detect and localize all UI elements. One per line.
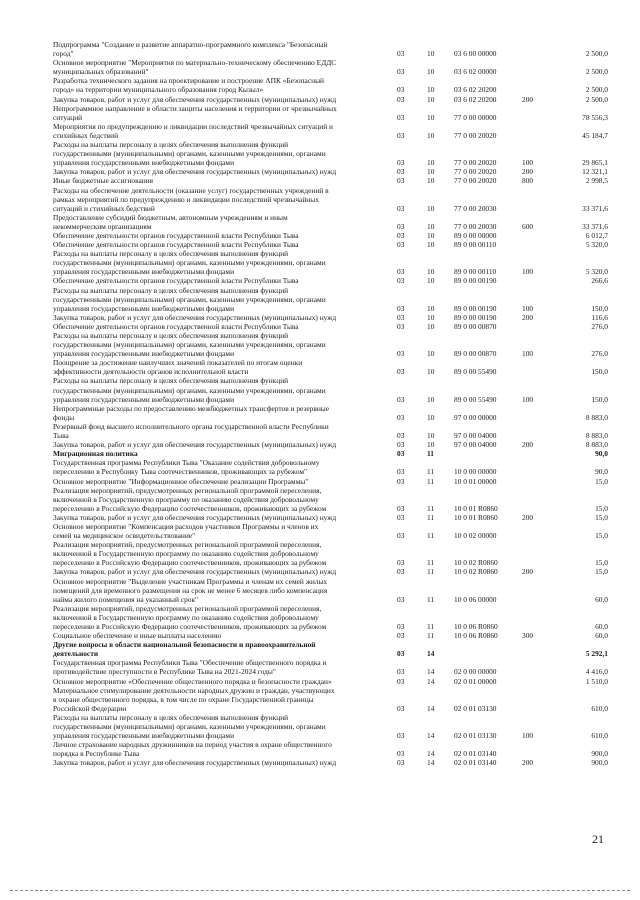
row-description: Расходы на выплаты персоналу в целях обеспечения выполнения функций государственными (муниципальными) органами, казенными учреждениями, органами управления государственными внебюджетными фондами [53,712,326,741]
row-expense-type: 200 [522,512,534,522]
row-subsection-code: 10 [427,312,435,322]
row-target-article: 97 0 00 04000 [454,431,497,441]
row-amount: 2 500,0 [585,67,608,77]
row-target-article: 89 0 00 00190 [454,312,497,322]
row-subsection-code: 11 [427,449,434,459]
table-row [0,522,640,540]
row-subsection-code: 11 [427,567,435,577]
row-description: Расходы на выплаты персоналу в целях обеспечения выполнения функций государственными (муниципальными) органами, казенными учреждениями, органами управления государственными внебюджетными фондами [53,331,326,359]
row-target-article: 02 0 01 03130 [454,703,497,713]
row-amount: 60,0 [595,594,608,604]
row-description: Подпрограмма "Создание и развитие аппаратно-программного комплекса "Безопасный город" [53,40,328,59]
row-section-code: 03 [397,431,405,441]
row-amount: 276,0 [591,321,608,331]
row-section-code: 03 [397,367,405,377]
row-subsection-code: 11 [427,631,435,641]
row-target-article: 77 0 00 00000 [454,112,497,122]
row-expense-type: 200 [522,440,534,450]
row-section-code: 03 [397,394,405,404]
row-expense-type: 100 [522,349,534,359]
row-target-article: 89 0 00 00110 [454,240,497,250]
row-amount: 900,0 [591,749,608,759]
row-amount: 45 184,7 [582,130,608,140]
row-target-article: 02 0 01 03130 [454,731,497,741]
row-amount: 15,0 [595,558,608,568]
row-description: Непрограммное направление в области защиты населения и территории от чрезвычайных ситуаций [53,103,337,122]
table-row [0,358,640,376]
table-row [0,631,640,640]
row-section-code: 03 [397,567,405,577]
row-section-code: 03 [397,94,405,104]
row-amount: 150,0 [591,394,608,404]
row-subsection-code: 10 [427,367,435,377]
row-section-code: 03 [397,240,405,250]
row-expense-type: 100 [522,394,534,404]
row-section-code: 03 [397,667,405,677]
row-amount: 266,6 [591,276,608,286]
table-row [0,677,640,686]
row-amount: 610,0 [591,703,608,713]
row-section-code: 03 [397,449,405,459]
table-row [0,486,640,513]
row-section-code: 03 [397,731,405,741]
table-row [0,740,640,758]
row-expense-type: 200 [522,567,534,577]
row-subsection-code: 10 [427,440,435,450]
row-description: Предоставление субсидий бюджетным, автономным учреждениям и иным некоммерческим организациям [53,212,288,231]
table-row [0,322,640,331]
row-target-article: 97 0 00 04000 [454,440,497,450]
row-target-article: 10 0 02 00000 [454,531,497,541]
row-section-code: 03 [397,67,405,77]
table-row [0,458,640,476]
table-row [0,186,640,213]
row-section-code: 03 [397,758,405,768]
row-target-article: 03 6 02 20200 [454,85,497,95]
row-section-code: 03 [397,130,405,140]
row-description: Государственная программа Республики Тыва "Обеспечение общественного порядка и противодействие преступности в Республике Тыва на 2021-2024 годы" [53,658,327,677]
row-subsection-code: 11 [427,503,435,513]
row-description: Обеспечение деятельности органов государственной власти Республики Тыва [53,321,299,331]
row-amount: 15,0 [595,512,608,522]
table-row [0,404,640,422]
row-target-article: 89 0 00 55490 [454,394,497,404]
table-row [0,604,640,631]
row-description: Обеспечение деятельности органов государственной власти Республики Тыва [53,230,299,240]
row-target-article: 77 0 00 20020 [454,158,497,168]
row-expense-type: 100 [522,267,534,277]
row-target-article: 77 0 00 20030 [454,203,497,213]
row-description: Закупка товаров, работ и услуг для обеспечения государственных (муниципальных) нужд [53,512,337,522]
row-description: Основное мероприятие "Выделение участникам Программы и членам их семей жилых помещений для временного размещения на срок не менее 6 месяцев либо компенсация найма жилого помещения на указанный срок" [53,576,328,604]
row-section-code: 03 [397,531,405,541]
row-target-article: 02 0 01 00000 [454,676,497,686]
table-row [0,440,640,449]
row-section-code: 03 [397,676,405,686]
row-subsection-code: 11 [427,467,435,477]
row-description: Основное мероприятие «Обеспечение общественного порядка и безопасности граждан» [53,676,332,686]
row-expense-type: 100 [522,303,534,313]
row-section-code: 03 [397,631,405,641]
row-target-article: 89 0 00 00000 [454,230,497,240]
row-amount: 33 371,6 [582,221,608,231]
row-amount: 8 883,0 [585,431,608,441]
row-subsection-code: 11 [427,512,435,522]
table-row [0,540,640,567]
row-amount: 90,0 [595,467,608,477]
row-amount: 5 292,1 [585,649,608,659]
row-section-code: 03 [397,112,405,122]
row-expense-type: 300 [522,631,534,641]
row-description: Личное страхование народных дружинников на период участия в охране общественного порядка в Республике Тыва [53,740,332,759]
table-row [0,449,640,458]
row-description: Поощрение за достижение наилучших значений показателей по итогам оценки эффективности деятельности органов исполнительной власти [53,358,303,377]
row-target-article: 89 0 00 55490 [454,367,497,377]
row-description: Мероприятия по предупреждению и ликвидации последствий чрезвычайных ситуаций и стихийных бедствий [53,121,333,140]
row-amount: 8 883,0 [585,440,608,450]
row-description: Государственная программа Республики Тыва "Оказание содействия добровольному переселению в Республику Тыва соотечественников, проживающих за рубежом" [53,458,320,477]
row-target-article: 10 0 06 R0860 [454,631,498,641]
row-subsection-code: 10 [427,412,435,422]
row-description: Основное мероприятие "Мероприятия по материально-техническому обеспечению ЕДДС муниципальных образований" [53,58,337,77]
row-description: Реализация мероприятий, предусмотренных региональной программой переселения, включенной в Государственную программу по оказанию содействия добровольному переселению в Российскую Федерацию соотечественников, проживающих за рубежом [53,540,327,568]
row-description: Резервный фонд высшего исполнительного органа государственной власти Республики Тыва [53,421,329,441]
row-amount: 33 371,6 [582,203,608,213]
row-target-article: 77 0 00 20020 [454,176,497,186]
row-subsection-code: 11 [427,594,435,604]
row-section-code: 03 [397,158,405,168]
row-section-code: 03 [397,412,405,422]
row-subsection-code: 11 [427,558,435,568]
row-section-code: 03 [397,176,405,186]
row-subsection-code: 14 [427,731,435,741]
row-amount: 60,0 [595,622,608,631]
row-section-code: 03 [397,558,405,568]
table-row [0,240,640,249]
table-row [0,176,640,185]
table-row [0,40,640,58]
table-row [0,758,640,767]
row-amount: 150,0 [591,303,608,313]
row-description: Другие вопросы в области национальной безопасности и правоохранительной деятельности [53,640,316,659]
row-description: Закупка товаров, работ и услуг для обеспечения государственных (муниципальных) нужд [53,312,337,322]
row-target-article: 02 0 01 03140 [454,758,497,768]
table-row [0,376,640,403]
table-row [0,477,640,486]
row-subsection-code: 14 [427,758,435,768]
row-description: Обеспечение деятельности органов государственной власти Республики Тыва [53,240,299,250]
row-amount: 29 865,1 [582,158,608,168]
row-subsection-code: 10 [427,394,435,404]
table-row [0,276,640,285]
footer-divider [10,890,630,891]
row-section-code: 03 [397,594,405,604]
row-section-code: 03 [397,321,405,331]
table-row [0,658,640,676]
row-target-article: 77 0 00 20030 [454,221,497,231]
row-amount: 276,0 [591,349,608,359]
table-row [0,313,640,322]
row-subsection-code: 10 [427,112,435,122]
row-description: Реализация мероприятий, предусмотренных региональной программой переселения, включенной в Государственную программу по оказанию содействия добровольному переселению в Российскую Федерацию соотечественников, проживающих за рубежом [53,485,327,513]
table-row [0,577,640,604]
row-description: Расходы на выплаты персоналу в целях обеспечения выполнения функций государственными (муниципальными) органами, казенными учреждениями, органами управления государственными внебюджетными фондами [53,376,326,404]
row-amount: 6 012,7 [585,230,608,240]
row-section-code: 03 [397,349,405,359]
row-section-code: 03 [397,85,405,95]
row-section-code: 03 [397,467,405,477]
row-subsection-code: 10 [427,230,435,240]
row-subsection-code: 10 [427,240,435,250]
row-section-code: 03 [397,230,405,240]
row-section-code: 03 [397,476,405,486]
row-amount: 78 556,3 [582,112,608,122]
row-amount: 900,0 [591,758,608,768]
table-row [0,713,640,740]
row-amount: 15,0 [595,503,608,513]
row-amount: 2 500,0 [585,49,608,59]
row-amount: 90,0 [595,449,608,459]
row-section-code: 03 [397,203,405,213]
row-description: Непрограммные расходы по предоставлению межбюджетных трансфертов и резервные фонды [53,403,330,422]
row-description: Закупка товаров, работ и услуг для обеспечения государственных (муниципальных) нужд [53,440,337,450]
row-section-code: 03 [397,267,405,277]
row-amount: 15,0 [595,531,608,541]
table-row [0,95,640,104]
row-amount: 12 321,1 [582,167,608,177]
row-target-article: 89 0 00 00110 [454,267,497,277]
row-expense-type: 200 [522,758,534,768]
row-amount: 150,0 [591,367,608,377]
row-section-code: 03 [397,221,405,231]
row-expense-type: 200 [522,167,534,177]
row-target-article: 02 0 00 00000 [454,667,497,677]
row-target-article: 10 0 06 00000 [454,594,497,604]
table-row [0,104,640,122]
row-subsection-code: 10 [427,94,435,104]
row-description: Социальное обеспечение и иные выплаты населению [53,631,222,641]
row-target-article: 10 0 02 R0860 [454,558,498,568]
row-section-code: 03 [397,312,405,322]
row-subsection-code: 10 [427,176,435,186]
row-target-article: 10 0 06 R0860 [454,622,498,631]
row-description: Миграционная политика [53,449,138,459]
row-amount: 610,0 [591,731,608,741]
page-number: 21 [592,832,604,846]
table-row [0,76,640,94]
row-description: Закупка товаров, работ и услуг для обеспечения государственных (муниципальных) нужд [53,94,337,104]
row-description: Закупка товаров, работ и услуг для обеспечения государственных (муниципальных) нужд [53,567,337,577]
row-amount: 2 500,0 [585,85,608,95]
table-row [0,567,640,576]
row-target-article: 89 0 00 00190 [454,303,497,313]
row-subsection-code: 10 [427,349,435,359]
row-amount: 2 500,0 [585,94,608,104]
row-expense-type: 100 [522,731,534,741]
table-row [0,213,640,231]
row-expense-type: 200 [522,312,534,322]
row-subsection-code: 14 [427,749,435,759]
row-subsection-code: 10 [427,267,435,277]
row-section-code: 03 [397,649,405,659]
table-row [0,286,640,313]
row-target-article: 10 0 01 00000 [454,476,497,486]
table-row [0,686,640,713]
row-target-article: 77 0 00 20020 [454,130,497,140]
row-amount: 116,6 [591,312,608,322]
row-target-article: 89 0 00 00870 [454,321,497,331]
budget-table [0,40,640,768]
row-amount: 15,0 [595,476,608,486]
table-row [0,331,640,358]
row-section-code: 03 [397,622,405,631]
row-subsection-code: 10 [427,303,435,313]
row-section-code: 03 [397,303,405,313]
row-description: Основное мероприятие "Информационное обеспечение реализации Программы" [53,476,309,486]
row-target-article: 03 6 02 20200 [454,94,497,104]
table-row [0,140,640,167]
table-row [0,167,640,176]
row-description: Разработка технического задания на проектирование и построение АПК «Безопасный город» на территории муниципального образования город Кызыл» [53,76,324,95]
table-row [0,249,640,276]
row-expense-type: 600 [522,221,534,231]
row-section-code: 03 [397,167,405,177]
row-description: Иные бюджетные ассигнования [53,176,154,186]
row-subsection-code: 11 [427,476,435,486]
table-row [0,122,640,140]
table-row [0,231,640,240]
row-target-article: 77 0 00 20020 [454,167,497,177]
row-section-code: 03 [397,503,405,513]
row-subsection-code: 11 [427,531,435,541]
row-section-code: 03 [397,512,405,522]
row-description: Закупка товаров, работ и услуг для обеспечения государственных (муниципальных) нужд [53,167,337,177]
row-subsection-code: 10 [427,321,435,331]
row-subsection-code: 10 [427,85,435,95]
row-target-article: 02 0 01 03140 [454,749,497,759]
row-target-article: 89 0 00 00870 [454,349,497,359]
row-target-article: 10 0 01 R0860 [454,503,498,513]
row-subsection-code: 14 [427,676,435,686]
row-amount: 5 320,0 [585,267,608,277]
row-section-code: 03 [397,749,405,759]
row-subsection-code: 10 [427,221,435,231]
row-description: Реализация мероприятий, предусмотренных региональной программой переселения, включенной в Государственную программу по оказанию содействия добровольному переселению в Российскую Федерацию соотечественников, проживающих за рубежом [53,603,327,631]
row-subsection-code: 10 [427,158,435,168]
row-subsection-code: 10 [427,203,435,213]
row-subsection-code: 14 [427,649,435,659]
row-subsection-code: 10 [427,49,435,59]
row-description: Расходы на обеспечение деятельности (оказание услуг) государственных учреждений в рамках мероприятий по предупреждению и ликвидации последствий чрезвычайных ситуаций и стихийных бедствий [53,185,329,213]
row-expense-type: 200 [522,94,534,104]
row-target-article: 10 0 00 00000 [454,467,497,477]
row-amount: 2 998,5 [585,176,608,186]
row-subsection-code: 11 [427,622,435,631]
row-subsection-code: 14 [427,703,435,713]
row-expense-type: 800 [522,176,534,186]
row-amount: 4 416,0 [585,667,608,677]
row-subsection-code: 10 [427,130,435,140]
table-row [0,640,640,658]
row-amount: 15,0 [595,567,608,577]
row-description: Расходы на выплаты персоналу в целях обеспечения выполнения функций государственными (муниципальными) органами, казенными учреждениями, органами управления государственными внебюджетными фондами [53,140,326,168]
row-description: Расходы на выплаты персоналу в целях обеспечения выполнения функций государственными (муниципальными) органами, казенными учреждениями, органами управления государственными внебюджетными фондами [53,249,326,277]
row-description: Основное мероприятие "Компенсация расходов участников Программы и членов их семей на медицинское освидетельствование" [53,521,319,541]
table-row [0,58,640,76]
row-section-code: 03 [397,703,405,713]
row-target-article: 10 0 02 R0860 [454,567,498,577]
row-description: Закупка товаров, работ и услуг для обеспечения государственных (муниципальных) нужд [53,758,337,768]
row-amount: 5 320,0 [585,240,608,250]
table-row [0,422,640,440]
row-expense-type: 100 [522,158,534,168]
row-description: Расходы на выплаты персоналу в целях обеспечения выполнения функций государственными (муниципальными) органами, казенными учреждениями, органами управления государственными внебюджетными фондами [53,285,326,313]
row-subsection-code: 10 [427,67,435,77]
row-section-code: 03 [397,440,405,450]
table-row [0,513,640,522]
row-description: Материальное стимулирование деятельности народных дружин и граждан, участвующих в охране общественного порядка, в том числе по охране Государственной границы Российской Федерации [53,685,335,713]
row-description: Обеспечение деятельности органов государственной власти Республики Тыва [53,276,299,286]
row-target-article: 03 6 02 00000 [454,67,497,77]
row-amount: 60,0 [595,631,608,641]
row-section-code: 03 [397,276,405,286]
row-subsection-code: 10 [427,276,435,286]
row-target-article: 97 0 00 00000 [454,412,497,422]
row-section-code: 03 [397,49,405,59]
row-target-article: 10 0 01 R0860 [454,512,498,522]
row-amount: 8 883,0 [585,412,608,422]
row-subsection-code: 10 [427,431,435,441]
row-target-article: 03 6 00 00000 [454,49,497,59]
row-amount: 1 510,0 [585,676,608,686]
row-target-article: 89 0 00 00190 [454,276,497,286]
row-subsection-code: 14 [427,667,435,677]
row-subsection-code: 10 [427,167,435,177]
